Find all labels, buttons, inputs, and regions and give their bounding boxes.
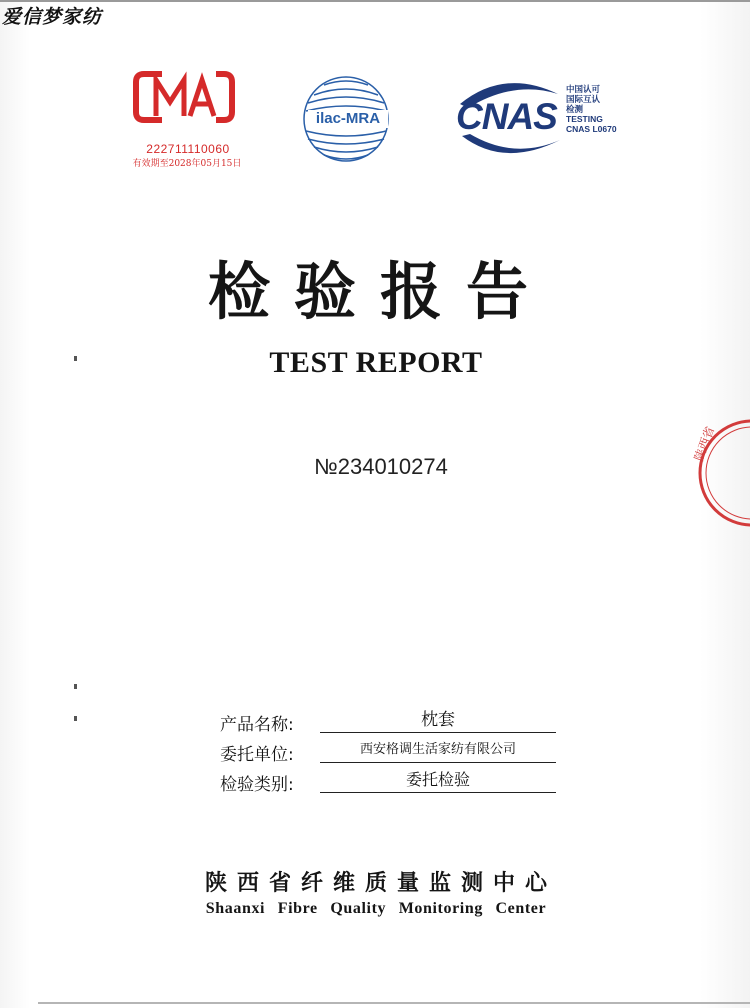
issuer-name-en: Shaanxi Fibre Quality Monitoring Center bbox=[205, 900, 547, 917]
cnas-side-line: 国际互认 bbox=[566, 94, 601, 104]
field-label: 检验类别: bbox=[220, 775, 294, 795]
binding-mark bbox=[74, 716, 77, 721]
report-title-cn: 检验报告 bbox=[207, 255, 552, 328]
cnas-side-text bbox=[566, 84, 617, 134]
field-value: 委托检验 bbox=[320, 768, 556, 793]
field-value: 枕套 bbox=[320, 708, 556, 733]
cnas-word: CNAS bbox=[456, 96, 557, 137]
cnas-logo bbox=[454, 74, 634, 162]
ilac-mra-logo bbox=[300, 73, 392, 165]
cnas-side-line: TESTING bbox=[566, 114, 603, 124]
watermark-text: 爱信梦家纺 bbox=[2, 6, 103, 28]
report-title-en: TEST REPORT bbox=[269, 346, 483, 379]
cma-logo bbox=[132, 68, 240, 170]
stamp-seal-icon bbox=[682, 418, 750, 528]
cma-emblem-icon bbox=[132, 68, 240, 140]
issuer-name-cn: 陕西省纤维质量监测中心 bbox=[204, 870, 557, 896]
top-border bbox=[0, 0, 750, 2]
cnas-side-line: 检测 bbox=[566, 104, 584, 114]
official-stamp bbox=[682, 418, 750, 528]
binding-mark bbox=[74, 356, 77, 361]
field-inspection-type bbox=[220, 768, 560, 794]
cma-validity: 有效期至2028年05月15日 bbox=[132, 159, 242, 169]
field-product-name bbox=[220, 708, 560, 734]
cma-code: 222711110060 bbox=[146, 142, 230, 156]
bottom-border bbox=[38, 1002, 750, 1004]
field-label: 委托单位: bbox=[220, 745, 294, 765]
field-value: 西安格调生活家纺有限公司 bbox=[320, 738, 556, 763]
field-label: 产品名称: bbox=[220, 715, 294, 735]
binding-mark bbox=[74, 684, 77, 689]
cnas-side-line: 中国认可 bbox=[566, 84, 601, 94]
report-number: №234010274 bbox=[314, 454, 448, 479]
ilac-label: ilac-MRA bbox=[308, 110, 388, 128]
field-client bbox=[220, 738, 560, 764]
stamp-text: 陕西省 bbox=[691, 424, 718, 464]
cnas-side-line: CNAS L0670 bbox=[566, 124, 617, 134]
